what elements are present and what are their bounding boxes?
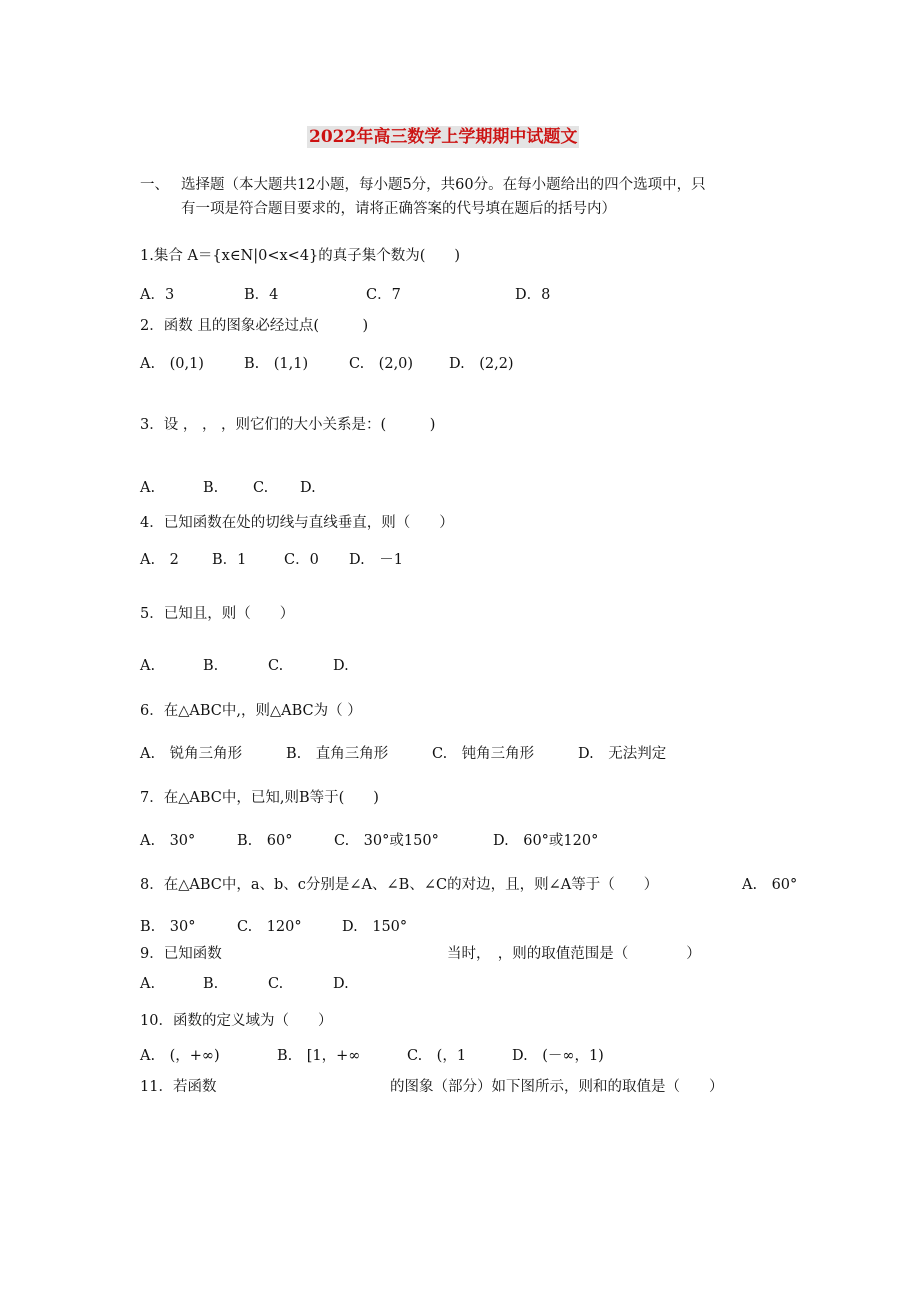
option-b: B.: [203, 976, 219, 992]
option-b: B. 60°: [237, 833, 293, 849]
option-b: B.: [203, 658, 219, 674]
section-number: 一、: [140, 177, 169, 193]
option-a: A. 锐角三角形: [140, 746, 243, 762]
option-b: B. (1,1): [244, 356, 309, 372]
option-a: A. 2: [140, 552, 179, 568]
option-b: B. [1，+∞: [277, 1048, 361, 1064]
question-stem: 2．函数 且的图象必经过点( ): [140, 318, 369, 334]
option-c: C. (，1: [407, 1048, 467, 1064]
option-b: B. 直角三角形: [286, 746, 389, 762]
option-c: C. 30°或150°: [334, 833, 439, 849]
option-c: C．0: [284, 552, 319, 568]
option-b: B．4: [244, 287, 279, 303]
option-a: A. (，+∞): [140, 1048, 220, 1064]
question-stem: 4．已知函数在处的切线与直线垂直，则（ ）: [140, 515, 454, 531]
option-c: C.: [268, 658, 284, 674]
option-b: B．1: [212, 552, 247, 568]
option-a: A. 30°: [140, 833, 196, 849]
option-b: B. 30°: [140, 919, 196, 935]
option-d: D.: [300, 480, 316, 496]
question-stem: 3．设 ， ， ，则它们的大小关系是：( ): [140, 417, 436, 433]
option-a: A．3: [140, 287, 175, 303]
question-stem: 10．函数的定义域为（ ）: [140, 1013, 333, 1029]
question-stem: 6．在△ABC中,，则△ABC为（ ）: [140, 703, 362, 719]
question-stem: 11．若函数: [140, 1079, 217, 1095]
option-a: A.: [140, 658, 156, 674]
option-d: D. (2,2): [449, 356, 514, 372]
question-stem-tail: 当时， ，则的取值范围是（ ）: [447, 946, 701, 962]
question-stem-tail: 的图象（部分）如下图所示，则和的取值是（ ）: [390, 1079, 724, 1095]
option-d: D.: [333, 658, 349, 674]
option-c: C. 钝角三角形: [432, 746, 535, 762]
option-c: C. (2,0): [349, 356, 414, 372]
option-a: A.: [140, 976, 156, 992]
option-d: D.: [333, 976, 349, 992]
option-a: A.: [140, 480, 156, 496]
option-d: D. (－∞，1): [512, 1048, 604, 1064]
option-d: D．8: [515, 287, 551, 303]
option-d: D. 60°或120°: [493, 833, 599, 849]
option-d: D. 150°: [342, 919, 408, 935]
option-c: C.: [253, 480, 269, 496]
option-d: D. －1: [349, 552, 403, 568]
section-instructions-line1: 选择题（本大题共12小题，每小题5分，共60分。在每小题给出的四个选项中，只: [181, 177, 706, 193]
question-stem: 5．已知且，则（ ）: [140, 606, 295, 622]
page-title: 2022年高三数学上学期期中试题文: [309, 127, 578, 147]
section-instructions-line2: 有一项是符合题目要求的，请将正确答案的代号填在题后的括号内）: [181, 201, 616, 217]
option-c: C. 120°: [237, 919, 302, 935]
question-stem: 8．在△ABC中，a、b、c分别是∠A、∠B、∠C的对边，且，则∠A等于（ ）: [140, 877, 659, 893]
option-b: B.: [203, 480, 219, 496]
option-a: A. (0,1): [140, 356, 204, 372]
option-c: C.: [268, 976, 284, 992]
question-stem: 1.集合 A＝{x∈N|0<x<4}的真子集个数为( ): [140, 248, 461, 264]
question-stem: 9．已知函数: [140, 946, 222, 962]
option-d: D. 无法判定: [578, 746, 667, 762]
option-a: A. 60°: [742, 877, 798, 893]
question-stem: 7．在△ABC中，已知,则B等于( ): [140, 790, 379, 806]
option-c: C．7: [366, 287, 401, 303]
